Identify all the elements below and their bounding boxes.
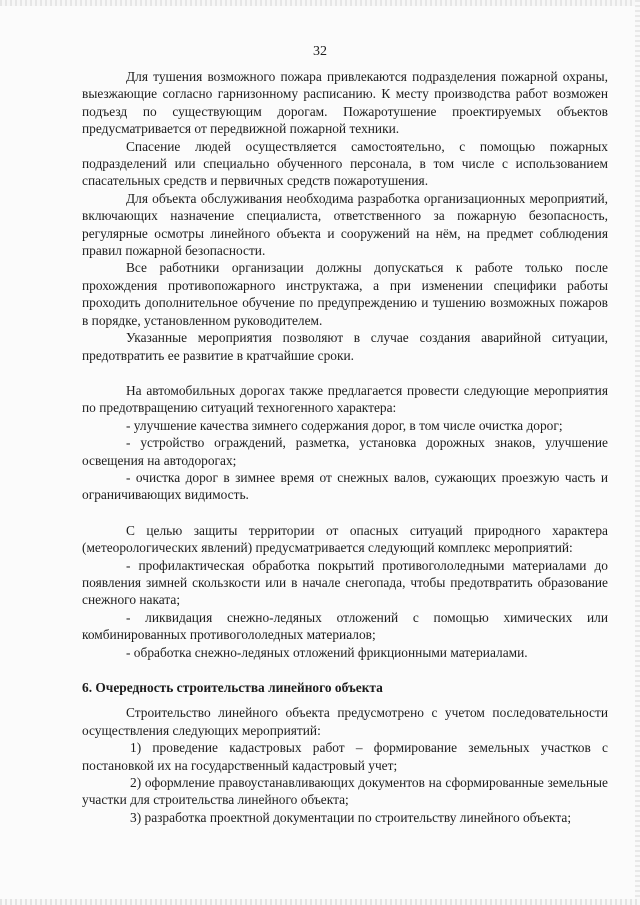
list-item: - обработка снежно-ледяных отложений фрикционными материалами. (126, 644, 528, 660)
numbered-item: 1) проведение кадастровых работ – формирование земельных участков с постановкой их на государственный кадастровый учет; (82, 740, 608, 773)
paragraph: С целью защиты территории от опасных ситуаций природного характера (метеорологических явлений) предусматривается следующий комплекс мероприятий: (82, 522, 608, 556)
page-number: 32 (313, 44, 327, 59)
numbered-item: 3) разработка проектной документации по строительству линейного объекта; (130, 809, 572, 825)
list-item: - улучшение качества зимнего содержания дорог, в том числе очистка дорог; (126, 417, 563, 433)
list-item: - очистка дорог в зимнее время от снежных валов, сужающих проезжую часть и ограничивающих видимость. (82, 469, 608, 503)
paragraph: Указанные мероприятия позволяют в случае создания аварийной ситуации, предотвратить ее развитие в кратчайшие сроки. (82, 330, 608, 363)
list-item: - ликвидация снежно-ледяных отложений с помощью химических или комбинированных противогололедных материалов; (82, 609, 608, 643)
paragraph: Для тушения возможного пожара привлекаются подразделения пожарной охраны, выезжающие согласно гарнизонному расписанию. К месту производства работ возможен подъезд по существующим дорогам. Пожаротушение проектируемых объектов предусматривается от передвижной пожарной техники. (82, 69, 608, 137)
paragraph: Для объекта обслуживания необходима разработка организационных мероприятий, включающих назначение специалиста, ответственного за пожарную безопасность, регулярные осмотры линейного объекта и сооружений на нём, на предмет соблюдения правил пожарной безопасности. (82, 190, 608, 259)
scan-edge-top (0, 0, 640, 6)
numbered-item: 2) оформление правоустанавливающих документов на сформированные земельные участки для строительства линейного объекта; (82, 775, 608, 808)
scan-edge-bottom (0, 899, 640, 905)
section-heading: 6. Очередность строительства линейного объекта (82, 680, 383, 695)
paragraph: Спасение людей осуществляется самостоятельно, с помощью пожарных подразделений или специально обученного персонала, в том числе с использованием спасательных средств и первичных средств пожаротушения. (82, 138, 608, 189)
paragraph: Строительство линейного объекта предусмотрено с учетом последовательности осуществления следующих мероприятий: (82, 705, 608, 738)
spacer (82, 661, 608, 679)
list-item: - устройство ограждений, разметка, установка дорожных знаков, улучшение освещения на автодорогах; (82, 435, 608, 468)
spacer (82, 364, 608, 382)
scan-edge-right (635, 0, 640, 905)
spacer (82, 504, 608, 522)
spacer (82, 696, 608, 704)
list-item: - профилактическая обработка покрытий противогололедными материалами до появления зимней скользкости или в начале снегопада, чтобы предотвратить образование снежного наката; (82, 557, 608, 608)
paragraph: Все работники организации должны допускаться к работе только после прохождения противопожарного инструктажа, а при изменении специфики работы проходить дополнительное обучение по предупреждению и тушению возможных пожаров в порядке, установленном руководителем. (82, 260, 608, 328)
paragraph: На автомобильных дорогах также предлагается провести следующие мероприятия по предотвращению ситуаций техногенного характера: (82, 382, 608, 416)
document-body (82, 68, 608, 826)
